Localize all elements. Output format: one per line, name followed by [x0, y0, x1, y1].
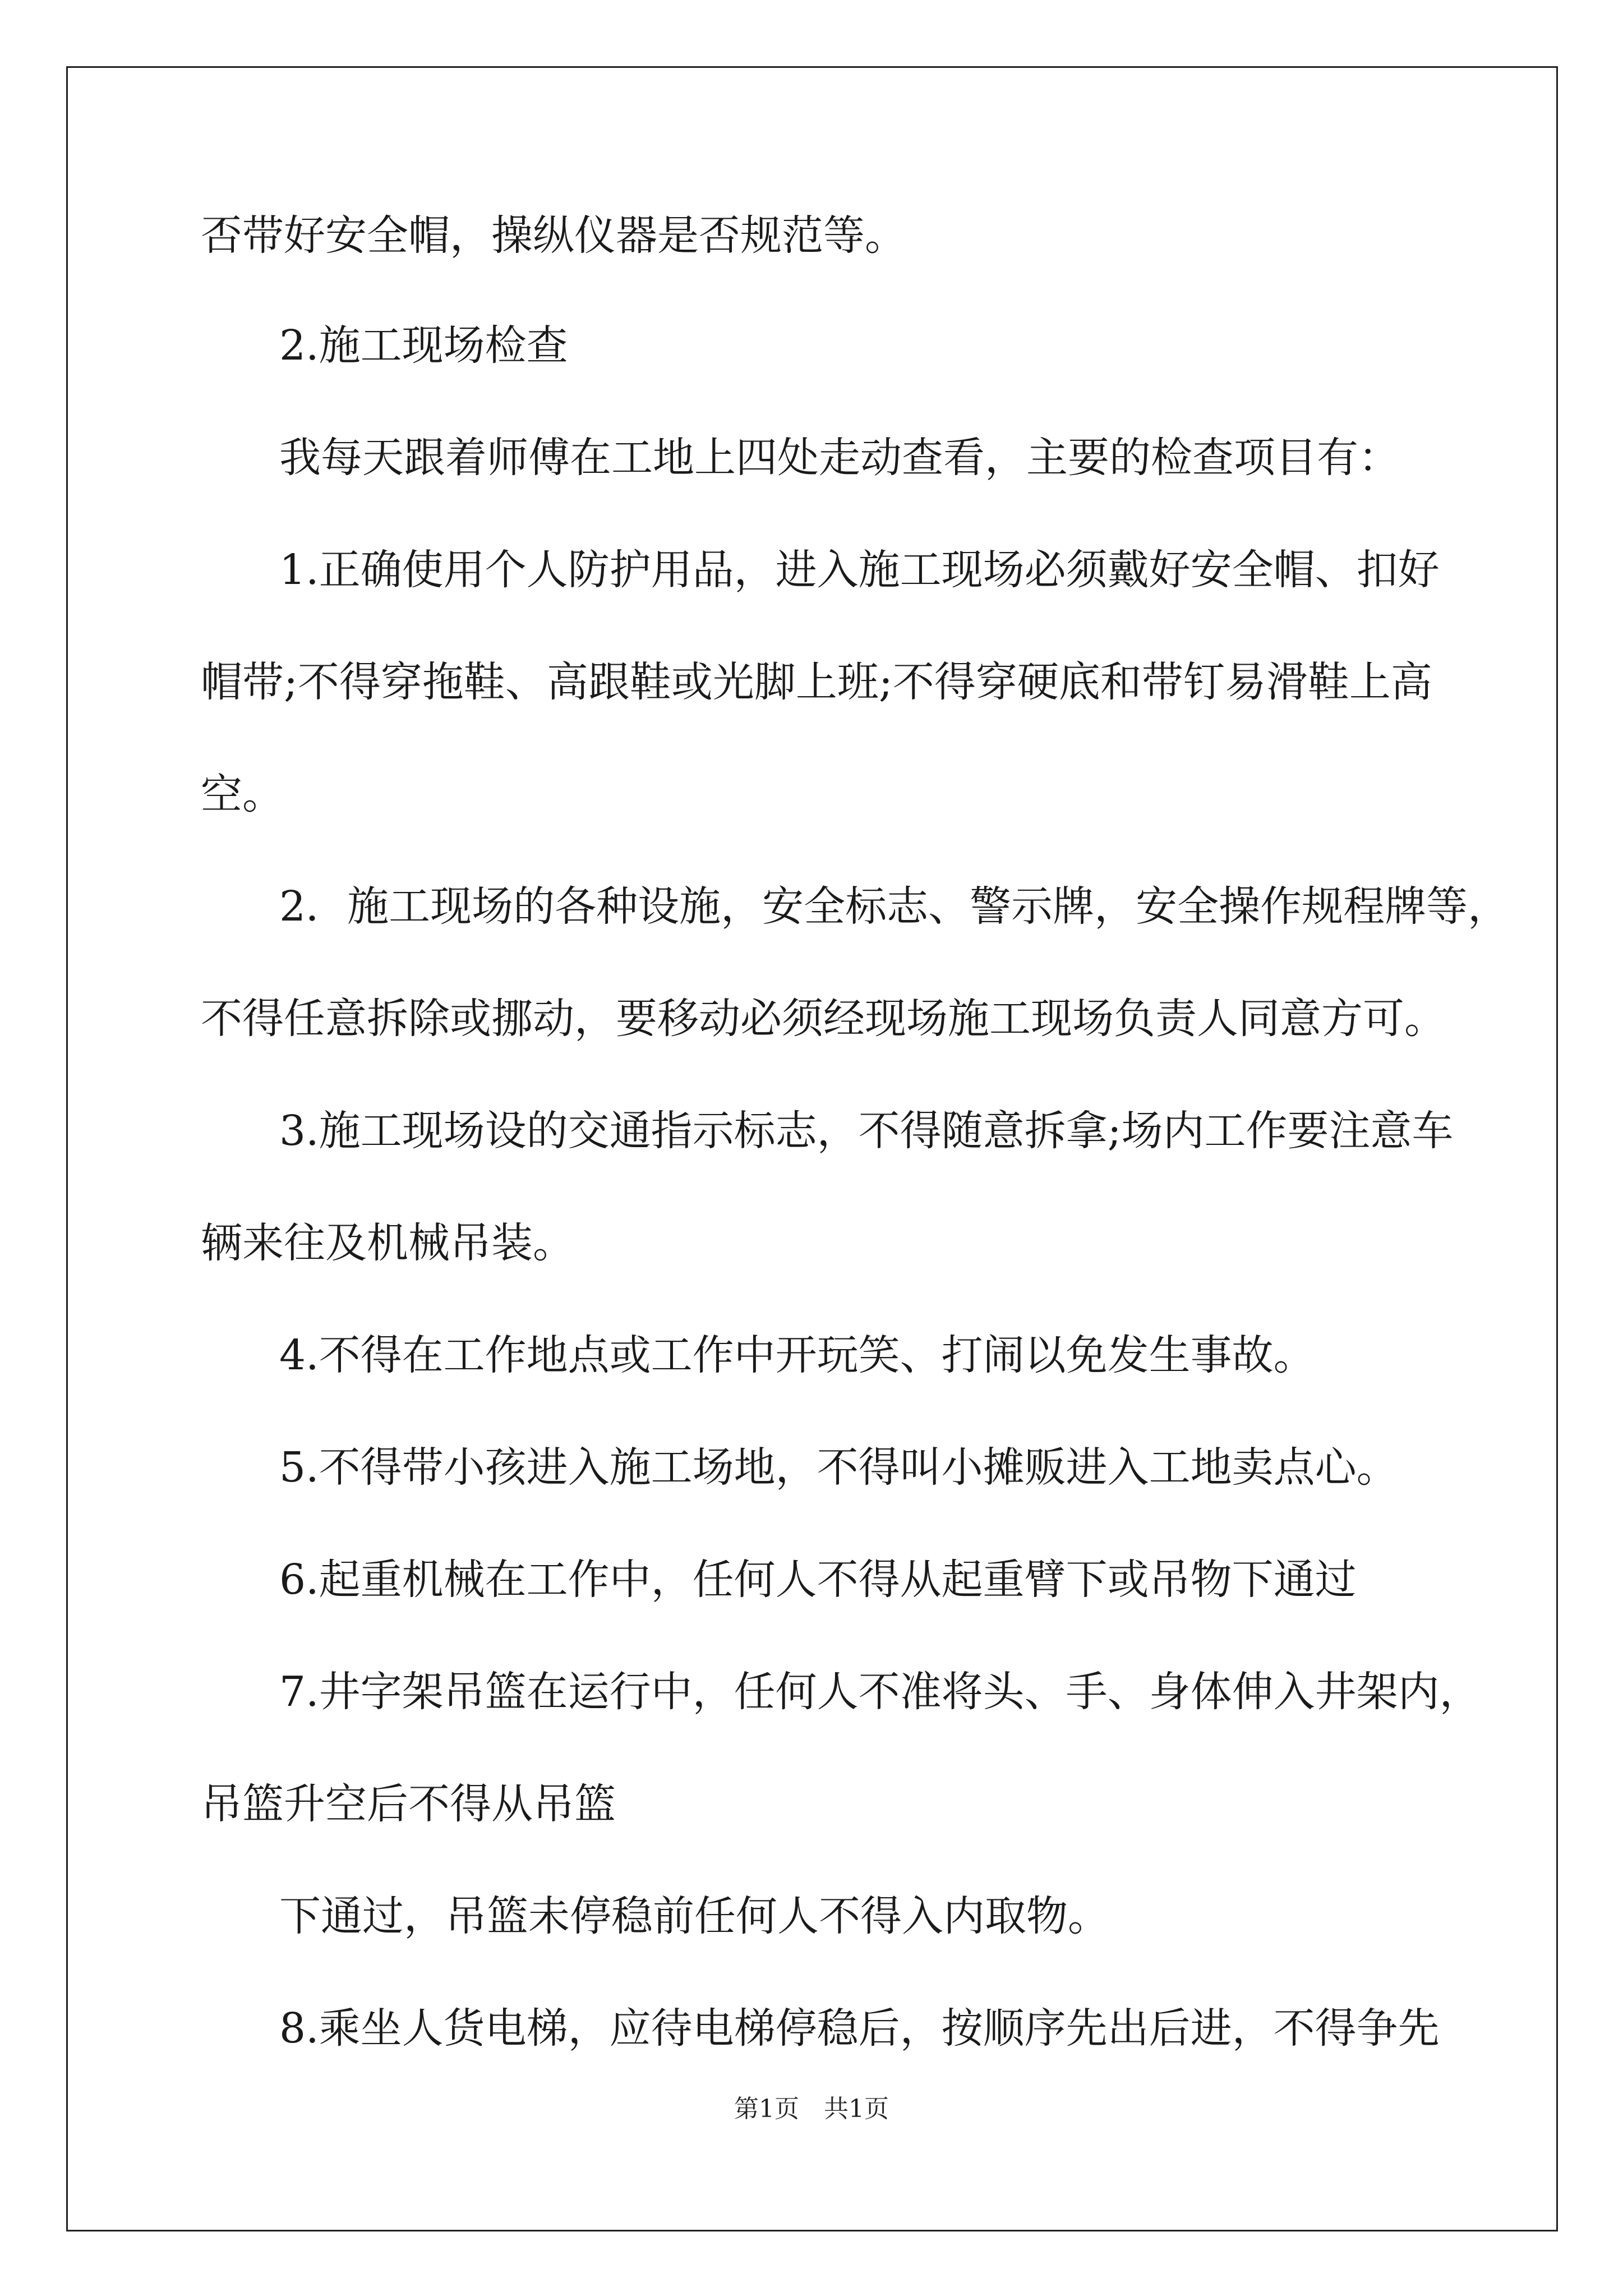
section-heading: 2.施工现场检查 [279, 321, 568, 370]
text-line: 吊篮升空后不得从吊篮 [201, 1780, 616, 1828]
list-item: 8.乘坐人货电梯，应待电梯停稳后，按顺序先出后进，不得争先 [279, 2004, 1440, 2053]
list-item: 3.施工现场设的交通指示标志，不得随意拆拿;场内工作要注意车 [279, 1107, 1454, 1155]
list-item: 4.不得在工作地点或工作中开玩笑、打闹以免发生事故。 [279, 1331, 1315, 1379]
list-item: 1.正确使用个人防护用品，进入施工现场必须戴好安全帽、扣好 [279, 546, 1440, 594]
text-line: 帽带;不得穿拖鞋、高跟鞋或光脚上班;不得穿硬底和带钉易滑鞋上高 [201, 658, 1432, 706]
text-line: 下通过，吊篮未停稳前任何人不得入内取物。 [279, 1892, 1109, 1940]
list-item: 5.不得带小孩进入施工场地，不得叫小摊贩进入工地卖点心。 [279, 1443, 1398, 1492]
text-line: 不得任意拆除或挪动，要移动必须经现场施工现场负责人同意方可。 [201, 995, 1446, 1043]
text-line: 空。 [201, 770, 284, 818]
list-item: 6.起重机械在工作中，任何人不得从起重臂下或吊物下通过 [279, 1556, 1357, 1604]
list-item: 2．施工现场的各种设施，安全标志、警示牌，安全操作规程牌等， [279, 882, 1510, 931]
text-line: 辆来往及机械吊装。 [201, 1219, 574, 1267]
page-number: 第1页 共1页 [734, 2095, 889, 2123]
text-line: 我每天跟着师傅在工地上四处走动查看，主要的检查项目有： [279, 434, 1400, 482]
text-line: 否带好安全帽，操纵仪器是否规范等。 [201, 211, 906, 260]
list-item: 7.井字架吊篮在运行中，任何人不准将头、手、身体伸入井架内， [279, 1668, 1481, 1716]
